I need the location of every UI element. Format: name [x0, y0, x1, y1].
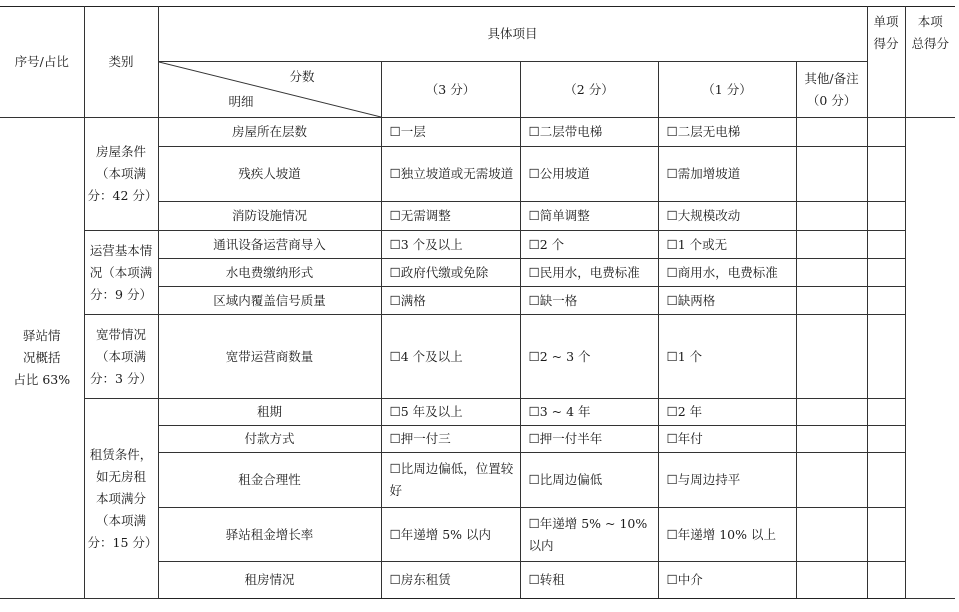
header-diag-detail: 明细: [228, 94, 254, 109]
option-3pt[interactable]: ☐ 独立坡道或无需坡道: [381, 147, 520, 202]
total-score-cell: [905, 118, 955, 599]
single-score-cell: [867, 453, 905, 508]
header-items: 具体项目: [158, 7, 867, 62]
single-score-cell: [867, 147, 905, 202]
option-1pt[interactable]: ☐ 1 个或无: [658, 231, 796, 259]
option-2pt[interactable]: ☐ 民用水，电费标准: [520, 259, 658, 287]
header-diagonal-cell: [158, 62, 381, 118]
single-score-cell: [867, 287, 905, 315]
other-cell: [796, 147, 867, 202]
detail-cell: 区域内覆盖信号质量: [158, 287, 381, 315]
single-score-cell: [867, 508, 905, 562]
option-1pt[interactable]: ☐ 二层无电梯: [658, 118, 796, 147]
other-cell: [796, 399, 867, 426]
detail-cell: 残疾人坡道: [158, 147, 381, 202]
other-cell: [796, 508, 867, 562]
option-2pt[interactable]: ☐ 2 ~ 3 个: [520, 315, 658, 399]
option-1pt[interactable]: ☐ 年递增 10% 以上: [658, 508, 796, 562]
single-score-cell: [867, 426, 905, 453]
option-3pt[interactable]: ☐ 押一付三: [381, 426, 520, 453]
detail-cell: 房屋所在层数: [158, 118, 381, 147]
option-2pt[interactable]: ☐ 2 个: [520, 231, 658, 259]
other-cell: [796, 426, 867, 453]
header-seq: 序号/占比: [0, 7, 84, 118]
option-1pt[interactable]: ☐ 年付: [658, 426, 796, 453]
category-ops: 运营基本情 况（本项满 分：9 分）: [84, 231, 158, 315]
section-label: 驿站情 况概括 占比 63%: [0, 118, 84, 599]
option-2pt[interactable]: ☐ 转租: [520, 562, 658, 599]
option-3pt[interactable]: ☐ 年递增 5% 以内: [381, 508, 520, 562]
detail-cell: 租期: [158, 399, 381, 426]
detail-cell: 水电费缴纳形式: [158, 259, 381, 287]
option-2pt[interactable]: ☐ 简单调整: [520, 202, 658, 231]
option-1pt[interactable]: ☐ 大规模改动: [658, 202, 796, 231]
option-2pt[interactable]: ☐ 押一付半年: [520, 426, 658, 453]
other-cell: [796, 231, 867, 259]
detail-cell: 消防设施情况: [158, 202, 381, 231]
single-score-cell: [867, 562, 905, 599]
category-broadband: 宽带情况 （本项满 分：3 分）: [84, 315, 158, 399]
option-2pt[interactable]: ☐ 比周边偏低: [520, 453, 658, 508]
detail-cell: 驿站租金增长率: [158, 508, 381, 562]
option-2pt[interactable]: ☐ 3 ~ 4 年: [520, 399, 658, 426]
option-3pt[interactable]: ☐ 5 年及以上: [381, 399, 520, 426]
option-1pt[interactable]: ☐ 商用水，电费标准: [658, 259, 796, 287]
header-col2: （2 分）: [520, 62, 658, 118]
detail-cell: 付款方式: [158, 426, 381, 453]
option-3pt[interactable]: ☐ 房东租赁: [381, 562, 520, 599]
header-single-score: 单项 得分: [867, 7, 905, 118]
header-col0: 其他/备注 （0 分）: [796, 62, 867, 118]
header-diag-score: 分数: [289, 69, 315, 84]
option-1pt[interactable]: ☐ 缺两格: [658, 287, 796, 315]
option-1pt[interactable]: ☐ 中介: [658, 562, 796, 599]
header-category: 类别: [84, 7, 158, 118]
option-3pt[interactable]: ☐ 满格: [381, 287, 520, 315]
option-3pt[interactable]: ☐ 政府代缴或免除: [381, 259, 520, 287]
option-1pt[interactable]: ☐ 与周边持平: [658, 453, 796, 508]
single-score-cell: [867, 399, 905, 426]
other-cell: [796, 202, 867, 231]
option-3pt[interactable]: ☐ 4 个及以上: [381, 315, 520, 399]
other-cell: [796, 315, 867, 399]
detail-cell: 租金合理性: [158, 453, 381, 508]
header-col3: （3 分）: [381, 62, 520, 118]
category-house: 房屋条件 （本项满 分：42 分）: [84, 118, 158, 231]
option-1pt[interactable]: ☐ 需加增坡道: [658, 147, 796, 202]
evaluation-table: [0, 6, 955, 599]
option-3pt[interactable]: ☐ 3 个及以上: [381, 231, 520, 259]
detail-cell: 通讯设备运营商导入: [158, 231, 381, 259]
option-2pt[interactable]: ☐ 公用坡道: [520, 147, 658, 202]
option-3pt[interactable]: ☐ 无需调整: [381, 202, 520, 231]
diagonal-line: [159, 62, 381, 117]
single-score-cell: [867, 315, 905, 399]
other-cell: [796, 562, 867, 599]
other-cell: [796, 259, 867, 287]
single-score-cell: [867, 259, 905, 287]
detail-cell: 宽带运营商数量: [158, 315, 381, 399]
single-score-cell: [867, 231, 905, 259]
single-score-cell: [867, 202, 905, 231]
option-2pt[interactable]: ☐ 二层带电梯: [520, 118, 658, 147]
other-cell: [796, 287, 867, 315]
other-cell: [796, 118, 867, 147]
detail-cell: 租房情况: [158, 562, 381, 599]
option-1pt[interactable]: ☐ 2 年: [658, 399, 796, 426]
option-1pt[interactable]: ☐ 1 个: [658, 315, 796, 399]
header-col1: （1 分）: [658, 62, 796, 118]
other-cell: [796, 453, 867, 508]
option-2pt[interactable]: ☐ 年递增 5% ~ 10% 以内: [520, 508, 658, 562]
single-score-cell: [867, 118, 905, 147]
option-3pt[interactable]: ☐ 比周边偏低，位置较好: [381, 453, 520, 508]
option-2pt[interactable]: ☐ 缺一格: [520, 287, 658, 315]
option-3pt[interactable]: ☐ 一层: [381, 118, 520, 147]
header-total-score: 本项 总得分: [905, 7, 955, 118]
category-lease: 租赁条件， 如无房租 本项满分 （本项满 分：15 分）: [84, 399, 158, 599]
